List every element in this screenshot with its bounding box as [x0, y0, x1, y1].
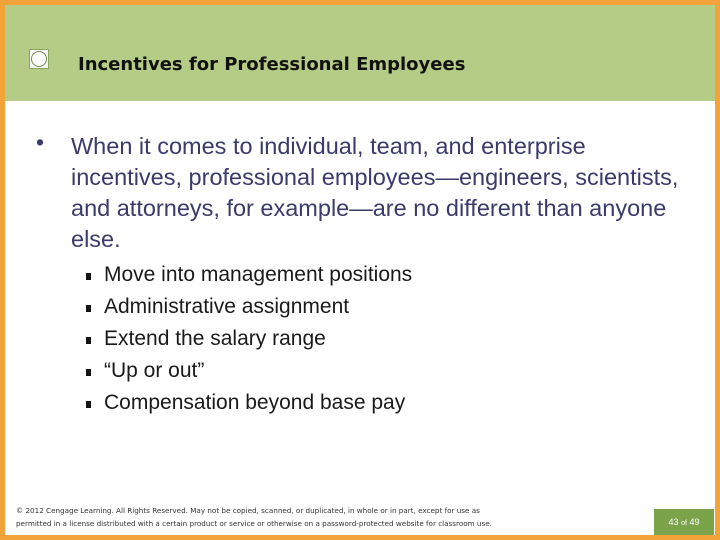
copyright-footer: [16, 504, 556, 530]
page-number-badge: [654, 509, 714, 535]
square-bullet-icon: [86, 337, 91, 344]
square-bullet-icon: [86, 273, 91, 280]
main-bullet-text: When it comes to individual, team, and enterprise incentives, professional employees—engineers, scientists, and attorneys, for example—are no different than anyone else.: [71, 133, 679, 252]
page-separator: of: [681, 520, 687, 527]
copyright-line-1: © 2012 Cengage Learning. All Rights Reserved. May not be copied, scanned, or duplicated, in whole or in part, except for use as: [16, 506, 480, 515]
square-bullet-icon: [86, 305, 91, 312]
list-item-text: Administrative assignment: [104, 295, 350, 318]
list-item-text: Compensation beyond base pay: [104, 391, 406, 414]
list-item-text: Extend the salary range: [104, 327, 326, 350]
main-bullet-icon: •: [36, 129, 45, 155]
square-bullet-icon: [86, 401, 91, 408]
logo-icon: [29, 49, 49, 69]
page-current: 43: [668, 517, 679, 527]
slide-title: Incentives for Professional Employees: [78, 54, 466, 75]
square-bullet-icon: [86, 369, 91, 376]
page-number: [654, 509, 714, 535]
copyright-line-2: permitted in a license distributed with a certain product or service or otherwise on a password-protected website for classroom use.: [16, 519, 492, 528]
list-item-text: “Up or out”: [104, 359, 205, 382]
list-item-text: Move into management positions: [104, 263, 413, 286]
slide-header: [5, 5, 715, 101]
page-total: 49: [689, 517, 700, 527]
